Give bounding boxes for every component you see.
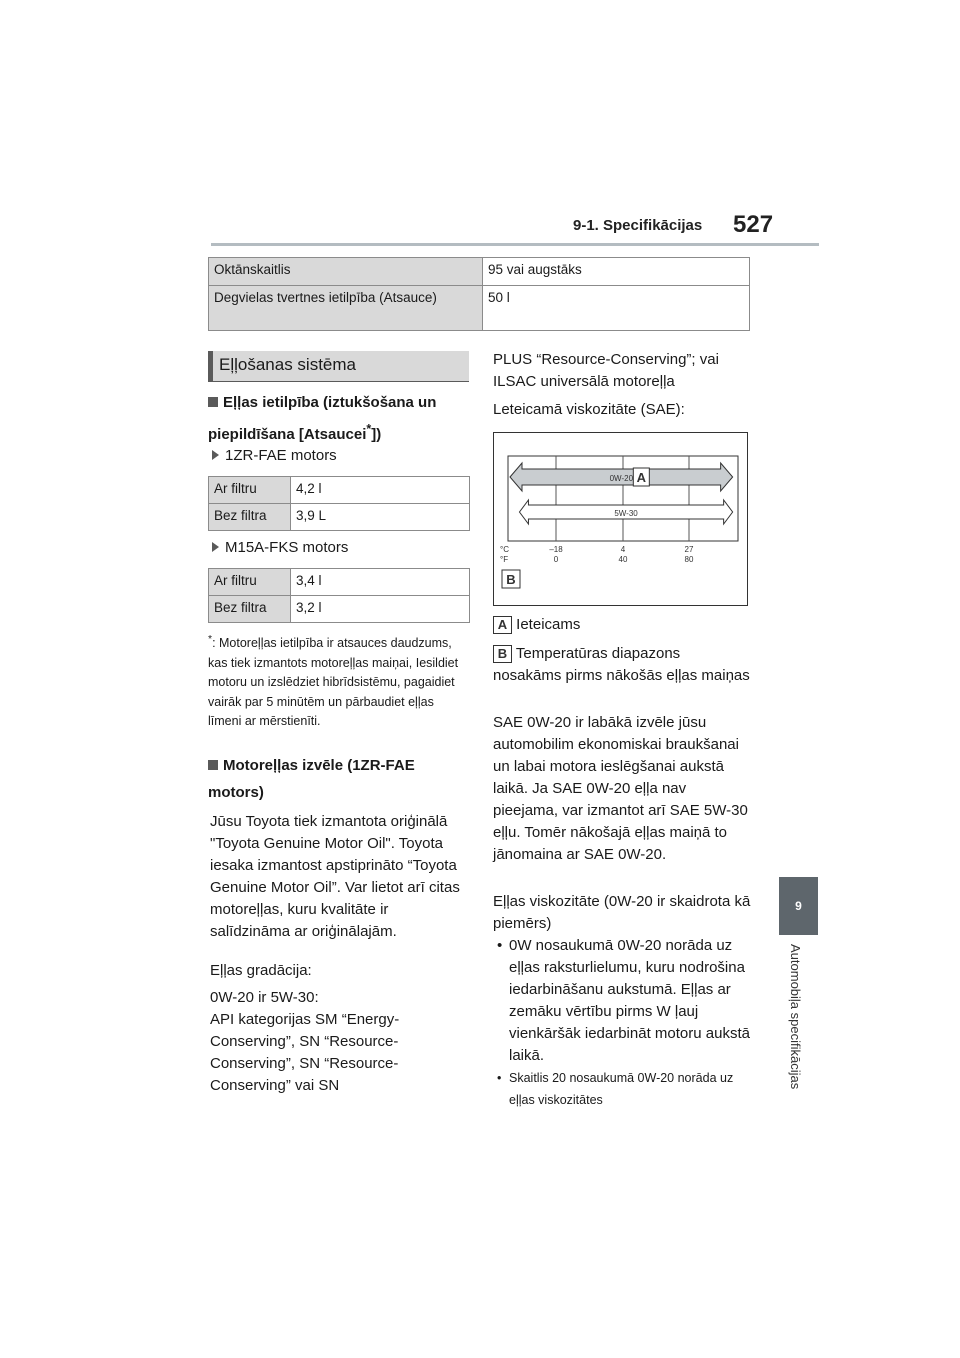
table-cell: 3,2 l [291, 596, 470, 623]
marker-a-letter: A [636, 470, 647, 485]
table-cell: 50 l [483, 286, 750, 331]
header-rule [211, 243, 819, 246]
capacity-heading-text: Eļļas ietilpība (iztukšošana un piepildīšana [Atsaucei [208, 394, 437, 443]
fahrenheit-tick: 0 [553, 555, 559, 564]
engine2-table [208, 568, 470, 623]
table-cell: 3,9 L [291, 504, 470, 531]
footnote-text: : Motoreļļas ietilpība ir atsauces daudzums, kas tiek izmantots motoreļļas maiņai, Iesildiet motoru un izslēdziet hibrīdsistēmu, pagaidiet vairāk par 5 minūtēm un pārbaudiet eļļas līmeni ar mērstienīti. [208, 636, 459, 729]
table-cell: 4,2 l [291, 477, 470, 504]
legend-b-text: Temperatūras diapazons nosakāms pirms nākošās eļļas maiņas [493, 645, 750, 684]
viscosity-chart [494, 433, 747, 605]
legend-b-box: B [493, 645, 512, 663]
bullet-item [493, 935, 751, 1067]
square-bullet-icon [208, 760, 218, 770]
celsius-tick: 4 [620, 545, 626, 554]
page-number: 527 [733, 211, 774, 238]
engine1-table [208, 476, 470, 531]
fuel-table [208, 257, 750, 331]
celsius-unit-label: °C [500, 545, 509, 554]
series-label: 5W-30 [614, 509, 638, 518]
footnote [208, 630, 470, 732]
table-cell: Bez filtra [209, 504, 291, 531]
grade-label: Eļļas gradācija: [210, 962, 312, 979]
table-row [209, 286, 750, 331]
bullet-item [493, 1067, 751, 1111]
table-row [209, 258, 750, 286]
table-cell: Degvielas tvertnes ietilpība (Atsauce) [209, 286, 483, 331]
bullet-dot-icon: • [497, 937, 503, 954]
fahrenheit-tick: 40 [618, 555, 628, 564]
grade-text: 0W-20 ir 5W-30: API kategorijas SM “Energy-Conserving”, SN “Resource-Conserving”, SN “Resource-Conserving” vai SN [210, 989, 400, 1094]
selection-heading-text: Motoreļļas izvēle (1ZR-FAE motors) [208, 757, 415, 801]
celsius-tick: –18 [549, 545, 563, 554]
selection-heading [208, 752, 470, 806]
celsius-tick: 27 [684, 545, 694, 554]
viscosity-example: Eļļas viskozitāte (0W-20 ir skaidrota kā piemērs) [493, 893, 751, 932]
bullet-dot-icon: • [497, 1071, 502, 1085]
footnote-mark: * [366, 422, 372, 436]
chapter-tab: 9 [779, 877, 818, 935]
engine1-text: 1ZR-FAE motors [225, 447, 337, 464]
legend-b [493, 643, 751, 687]
engine2-label [212, 537, 348, 559]
table-row [209, 504, 470, 531]
bullet-text: Skaitlis 20 nosaukumā 0W-20 norāda uz eļļas viskozitātes [509, 1071, 734, 1107]
legend-a [493, 614, 580, 636]
engine2-text: M15A-FKS motors [225, 539, 349, 556]
legend-a-box: A [493, 616, 512, 634]
table-cell: 3,4 l [291, 569, 470, 596]
fahrenheit-tick: 80 [684, 555, 694, 564]
square-bullet-icon [208, 397, 218, 407]
viscosity-label: Leteicamā viskozitāte (SAE): [493, 401, 685, 418]
triangle-bullet-icon [212, 450, 219, 460]
legend-a-text: Ieteicams [516, 616, 581, 633]
oil-spec-continued: PLUS “Resource-Conserving”; vai ILSAC universālā motoreļļa [493, 351, 719, 390]
genuine-oil-paragraph: Jūsu Toyota tiek izmantota oriģinālā "Toyota Genuine Motor Oil". Toyota iesaka izmantost apstiprināto “Toyota Genuine Motor Oil”. Var lietot arī citas motoreļļas, kuru kvalitāte ir salīdzināma ar oriģinālajām. [210, 813, 460, 940]
engine1-label [212, 445, 337, 467]
footnote-mark: * [208, 634, 213, 645]
table-cell: Ar filtru [209, 569, 291, 596]
chapter-label: Automobiļa specifikācijas [788, 944, 803, 1090]
table-cell: 95 vai augstāks [483, 258, 750, 286]
table-cell: Bez filtra [209, 596, 291, 623]
bullet-text: 0W nosaukumā 0W-20 norāda uz eļļas raksturlielumu, kuru nodrošina iedarbināšanu aukstumā. Eļļas ar zemāku vērtību pirms W ļauj vienkāršāk iedarbināt motoru aukstā laikā. [509, 937, 750, 1064]
marker-b-letter: B [506, 572, 516, 587]
table-row [209, 477, 470, 504]
capacity-heading [208, 389, 470, 448]
table-row [209, 569, 470, 596]
section-title: 9-1. Specifikācijas [573, 217, 703, 234]
fahrenheit-unit-label: °F [500, 555, 509, 564]
triangle-bullet-icon [212, 542, 219, 552]
table-row [209, 596, 470, 623]
table-cell: Ar filtru [209, 477, 291, 504]
series-label: 0W-20 [609, 474, 634, 483]
capacity-heading-end: ]) [371, 426, 382, 443]
viscosity-diagram [493, 432, 748, 606]
table-cell: Oktānskaitlis [209, 258, 483, 286]
sae-paragraph: SAE 0W-20 ir labākā izvēle jūsu automobilim ekonomiskai braukšanai un labai motora ieslēgšanai aukstā laikā. Ja SAE 0W-20 eļļa nav pieejama, var izmantot arī SAE 5W-30 eļļu. Tomēr nākošajā eļļas maiņā to jānomaina ar SAE 0W-20. [493, 714, 748, 863]
lubrication-heading: Eļļošanas sistēma [208, 351, 469, 382]
